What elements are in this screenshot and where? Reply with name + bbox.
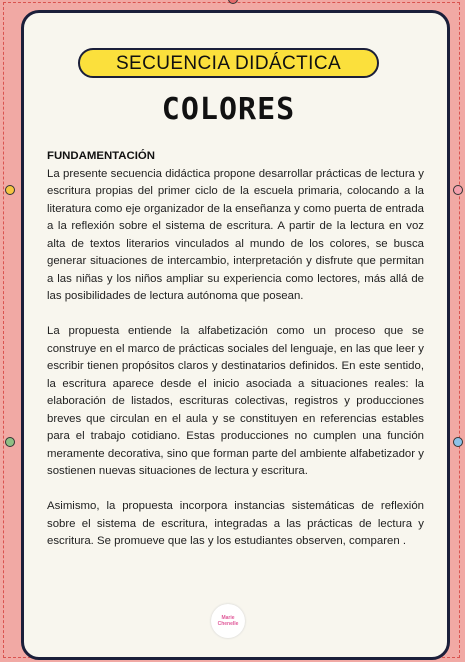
document-body — [47, 148, 424, 568]
decor-dot-green — [5, 437, 15, 447]
section-heading: FUNDAMENTACIÓN — [47, 150, 155, 162]
paragraph-1: La presente secuencia didáctica propone desarrollar prácticas de lectura y escritura propias del primer ciclo de la escuela primaria, colocando a la literatura como eje organizador de la enseñanza y como puerta de entrada a la reflexión sobre el sistema de escritura. A partir de la lectura en voz alta de textos literarios vinculados al mundo de los colores, se busca generar situaciones de intercambio, interpretación y disfrute que permitan a las niñas y los niños ampliar su experiencia como lectores, más allá de las posibilidades de lectura autónoma que posean. — [47, 167, 424, 302]
author-logo: Marie Chenelle — [211, 604, 245, 638]
decor-dot-blue — [453, 437, 463, 447]
paragraph-3: Asimismo, la propuesta incorpora instancias sistemáticas de reflexión sobre el sistema de escritura, integradas a las prácticas de lectura y escritura. Se promueve que las y los estudiantes observen, comparen . — [47, 500, 424, 547]
page-title: COLORES — [161, 92, 296, 127]
badge-secuencia: SECUENCIA DIDÁCTICA — [78, 48, 379, 78]
decor-dot-yellow — [5, 185, 15, 195]
decor-dot-pink — [453, 185, 463, 195]
paragraph-2: La propuesta entiende la alfabetización como un proceso que se construye en el marco de prácticas sociales del lenguaje, en las que leer y escribir tienen propósitos claros y destinatarios definidos. En este sentido, la escritura aparece desde el inicio asociada a situaciones reales: la elaboración de listados, escrituras colectivas, registros y producciones breves que circulan en el aula y se constituyen en referencias estables para el trabajo cotidiano. Estas producciones no cumplen una función meramente decorativa, sino que forman parte del ambiente alfabetizador y sostienen nuevas situaciones de lectura y escritura. — [47, 325, 424, 477]
